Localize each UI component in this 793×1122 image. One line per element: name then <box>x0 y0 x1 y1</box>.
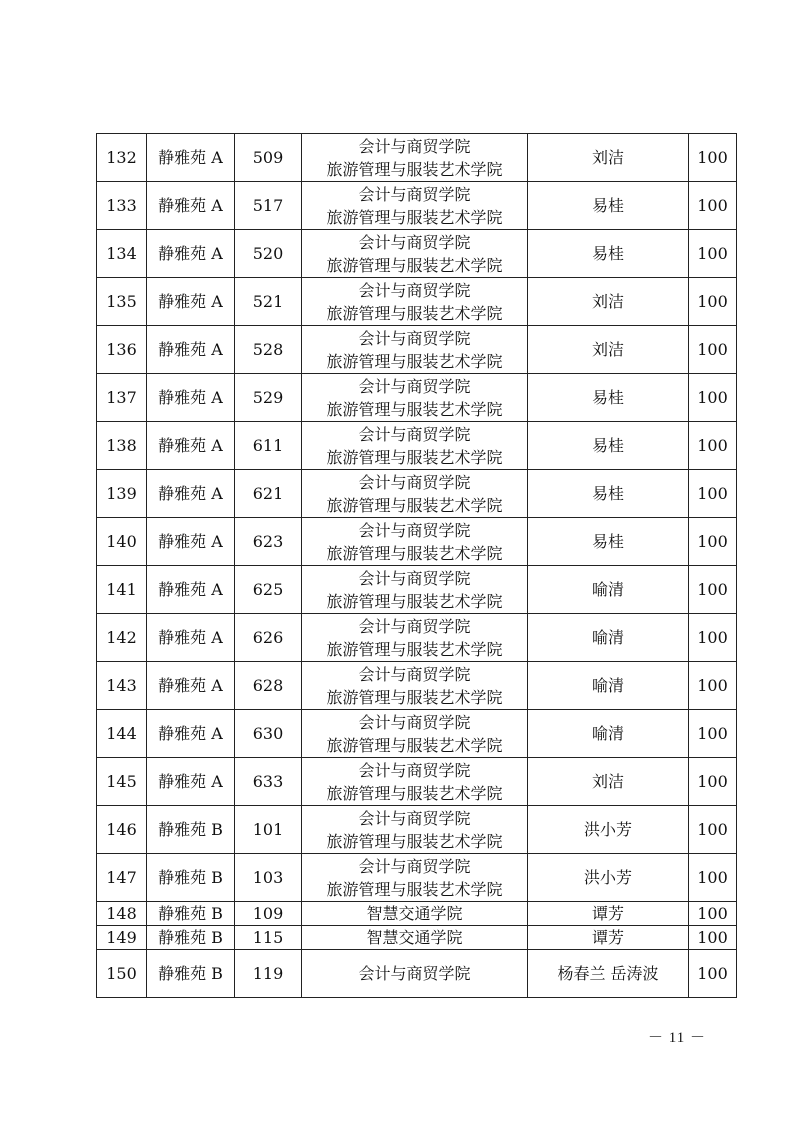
table-row <box>97 230 737 278</box>
counselor-cell: 刘洁 <box>528 134 689 182</box>
row-number-cell: 142 <box>97 614 147 662</box>
room-cell: 625 <box>235 566 302 614</box>
counselor-cell: 喻清 <box>528 614 689 662</box>
room-cell: 528 <box>235 326 302 374</box>
counselor-cell: 刘洁 <box>528 326 689 374</box>
college-line: 旅游管理与服装艺术学院 <box>326 255 503 275</box>
table-row <box>97 758 737 806</box>
score-cell: 100 <box>689 326 737 374</box>
room-cell: 628 <box>235 662 302 710</box>
college-line: 会计与商贸学院 <box>358 424 471 444</box>
table-row <box>97 326 737 374</box>
college-line: 会计与商贸学院 <box>358 856 471 876</box>
college-cell <box>302 854 528 902</box>
building-cell: 静雅苑 A <box>147 518 235 566</box>
dormitory-score-table <box>96 133 737 998</box>
row-number-cell: 133 <box>97 182 147 230</box>
college-cell <box>302 134 528 182</box>
row-number-cell: 137 <box>97 374 147 422</box>
building-cell: 静雅苑 B <box>147 902 235 926</box>
room-cell: 630 <box>235 710 302 758</box>
room-cell: 520 <box>235 230 302 278</box>
counselor-cell: 易桂 <box>528 422 689 470</box>
college-cell <box>302 902 528 926</box>
row-number-cell: 145 <box>97 758 147 806</box>
page-number: － 11 － <box>648 1030 706 1046</box>
building-cell: 静雅苑 A <box>147 230 235 278</box>
room-cell: 101 <box>235 806 302 854</box>
row-number-cell: 149 <box>97 926 147 950</box>
score-cell: 100 <box>689 950 737 998</box>
score-cell: 100 <box>689 470 737 518</box>
counselor-cell: 杨春兰 岳涛波 <box>528 950 689 998</box>
counselor-cell: 喻清 <box>528 662 689 710</box>
counselor-cell: 谭芳 <box>528 902 689 926</box>
table-row <box>97 182 737 230</box>
room-cell: 521 <box>235 278 302 326</box>
college-cell <box>302 566 528 614</box>
college-line: 会计与商贸学院 <box>358 136 471 156</box>
college-line: 会计与商贸学院 <box>358 808 471 828</box>
room-cell: 119 <box>235 950 302 998</box>
score-cell: 100 <box>689 902 737 926</box>
college-line: 旅游管理与服装艺术学院 <box>326 495 503 515</box>
building-cell: 静雅苑 B <box>147 854 235 902</box>
row-number-cell: 139 <box>97 470 147 518</box>
score-cell: 100 <box>689 710 737 758</box>
college-line: 会计与商贸学院 <box>358 328 471 348</box>
row-number-cell: 144 <box>97 710 147 758</box>
counselor-cell: 喻清 <box>528 710 689 758</box>
building-cell: 静雅苑 B <box>147 950 235 998</box>
room-cell: 626 <box>235 614 302 662</box>
table-row <box>97 374 737 422</box>
college-cell <box>302 710 528 758</box>
college-line: 会计与商贸学院 <box>358 184 471 204</box>
row-number-cell: 148 <box>97 902 147 926</box>
college-line: 旅游管理与服装艺术学院 <box>326 831 503 851</box>
building-cell: 静雅苑 B <box>147 926 235 950</box>
row-number-cell: 147 <box>97 854 147 902</box>
row-number-cell: 146 <box>97 806 147 854</box>
building-cell: 静雅苑 A <box>147 710 235 758</box>
college-line: 旅游管理与服装艺术学院 <box>326 447 503 467</box>
counselor-cell: 易桂 <box>528 470 689 518</box>
college-cell <box>302 926 528 950</box>
row-number-cell: 136 <box>97 326 147 374</box>
college-cell <box>302 326 528 374</box>
score-cell: 100 <box>689 614 737 662</box>
table-row <box>97 950 737 998</box>
counselor-cell: 易桂 <box>528 518 689 566</box>
room-cell: 633 <box>235 758 302 806</box>
college-line: 旅游管理与服装艺术学院 <box>326 543 503 563</box>
college-line: 会计与商贸学院 <box>358 712 471 732</box>
building-cell: 静雅苑 B <box>147 806 235 854</box>
college-line: 旅游管理与服装艺术学院 <box>326 735 503 755</box>
room-cell: 611 <box>235 422 302 470</box>
college-line: 旅游管理与服装艺术学院 <box>326 879 503 899</box>
college-line: 旅游管理与服装艺术学院 <box>326 303 503 323</box>
college-line: 智慧交通学院 <box>366 928 463 947</box>
college-cell <box>302 806 528 854</box>
table-row <box>97 278 737 326</box>
table-row <box>97 470 737 518</box>
table-row <box>97 854 737 902</box>
counselor-cell: 谭芳 <box>528 926 689 950</box>
score-cell: 100 <box>689 854 737 902</box>
table-body <box>97 134 737 998</box>
row-number-cell: 150 <box>97 950 147 998</box>
building-cell: 静雅苑 A <box>147 422 235 470</box>
table-row <box>97 806 737 854</box>
college-cell <box>302 230 528 278</box>
college-line: 旅游管理与服装艺术学院 <box>326 159 503 179</box>
score-cell: 100 <box>689 422 737 470</box>
room-cell: 509 <box>235 134 302 182</box>
table-row <box>97 926 737 950</box>
college-line: 会计与商贸学院 <box>358 376 471 396</box>
counselor-cell: 喻清 <box>528 566 689 614</box>
building-cell: 静雅苑 A <box>147 566 235 614</box>
table-row <box>97 662 737 710</box>
college-line: 会计与商贸学院 <box>358 964 471 983</box>
building-cell: 静雅苑 A <box>147 470 235 518</box>
room-cell: 529 <box>235 374 302 422</box>
college-line: 旅游管理与服装艺术学院 <box>326 687 503 707</box>
college-cell <box>302 950 528 998</box>
room-cell: 109 <box>235 902 302 926</box>
table-row <box>97 566 737 614</box>
college-line: 旅游管理与服装艺术学院 <box>326 399 503 419</box>
score-cell: 100 <box>689 758 737 806</box>
college-line: 旅游管理与服装艺术学院 <box>326 639 503 659</box>
row-number-cell: 138 <box>97 422 147 470</box>
college-line: 会计与商贸学院 <box>358 520 471 540</box>
table-row <box>97 422 737 470</box>
counselor-cell: 易桂 <box>528 182 689 230</box>
score-cell: 100 <box>689 806 737 854</box>
table-row <box>97 614 737 662</box>
score-cell: 100 <box>689 662 737 710</box>
college-cell <box>302 518 528 566</box>
building-cell: 静雅苑 A <box>147 662 235 710</box>
college-cell <box>302 758 528 806</box>
room-cell: 623 <box>235 518 302 566</box>
table-row <box>97 902 737 926</box>
table-row <box>97 710 737 758</box>
college-cell <box>302 374 528 422</box>
building-cell: 静雅苑 A <box>147 182 235 230</box>
counselor-cell: 刘洁 <box>528 278 689 326</box>
college-line: 会计与商贸学院 <box>358 616 471 636</box>
counselor-cell: 洪小芳 <box>528 806 689 854</box>
building-cell: 静雅苑 A <box>147 134 235 182</box>
room-cell: 517 <box>235 182 302 230</box>
score-cell: 100 <box>689 518 737 566</box>
score-cell: 100 <box>689 926 737 950</box>
college-line: 旅游管理与服装艺术学院 <box>326 591 503 611</box>
college-cell <box>302 278 528 326</box>
score-cell: 100 <box>689 278 737 326</box>
college-line: 旅游管理与服装艺术学院 <box>326 207 503 227</box>
college-line: 会计与商贸学院 <box>358 760 471 780</box>
college-line: 会计与商贸学院 <box>358 280 471 300</box>
counselor-cell: 易桂 <box>528 230 689 278</box>
score-cell: 100 <box>689 230 737 278</box>
college-line: 会计与商贸学院 <box>358 472 471 492</box>
counselor-cell: 易桂 <box>528 374 689 422</box>
score-cell: 100 <box>689 374 737 422</box>
score-cell: 100 <box>689 182 737 230</box>
college-line: 旅游管理与服装艺术学院 <box>326 783 503 803</box>
building-cell: 静雅苑 A <box>147 374 235 422</box>
counselor-cell: 洪小芳 <box>528 854 689 902</box>
row-number-cell: 143 <box>97 662 147 710</box>
score-cell: 100 <box>689 566 737 614</box>
room-cell: 115 <box>235 926 302 950</box>
room-cell: 621 <box>235 470 302 518</box>
college-line: 旅游管理与服装艺术学院 <box>326 351 503 371</box>
score-cell: 100 <box>689 134 737 182</box>
table-row <box>97 518 737 566</box>
row-number-cell: 141 <box>97 566 147 614</box>
building-cell: 静雅苑 A <box>147 614 235 662</box>
college-cell <box>302 182 528 230</box>
college-line: 会计与商贸学院 <box>358 568 471 588</box>
college-cell <box>302 614 528 662</box>
building-cell: 静雅苑 A <box>147 326 235 374</box>
college-cell <box>302 662 528 710</box>
college-line: 会计与商贸学院 <box>358 232 471 252</box>
college-cell <box>302 422 528 470</box>
row-number-cell: 132 <box>97 134 147 182</box>
counselor-cell: 刘洁 <box>528 758 689 806</box>
college-cell <box>302 470 528 518</box>
building-cell: 静雅苑 A <box>147 758 235 806</box>
table-row <box>97 134 737 182</box>
row-number-cell: 135 <box>97 278 147 326</box>
college-line: 会计与商贸学院 <box>358 664 471 684</box>
college-line: 智慧交通学院 <box>366 904 463 923</box>
building-cell: 静雅苑 A <box>147 278 235 326</box>
row-number-cell: 134 <box>97 230 147 278</box>
room-cell: 103 <box>235 854 302 902</box>
row-number-cell: 140 <box>97 518 147 566</box>
